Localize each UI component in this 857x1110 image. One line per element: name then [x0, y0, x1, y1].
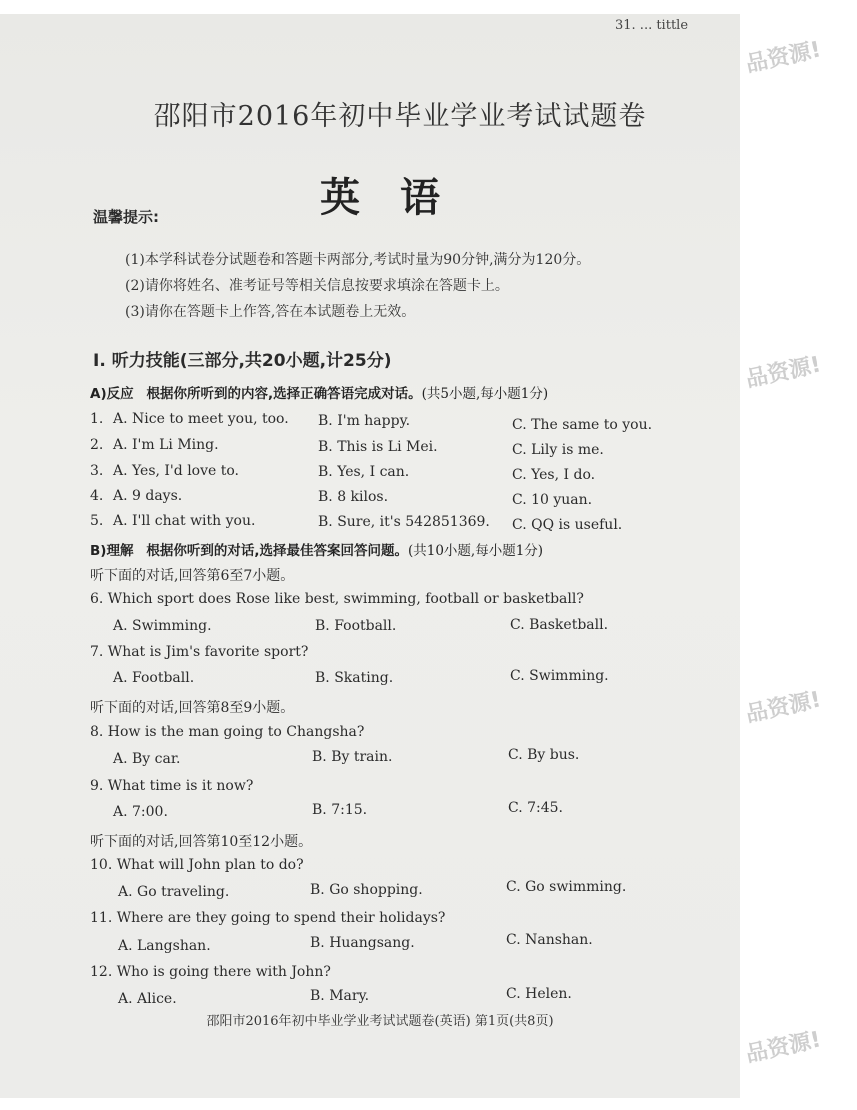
page-footer: 邵阳市2016年初中毕业学业考试试题卷(英语) 第1页(共8页)	[206, 1014, 554, 1029]
option-c: C. Lily is me.	[512, 442, 604, 458]
option-a: A. Go traveling.	[118, 884, 230, 900]
option-a: A. 9 days.	[113, 488, 183, 504]
option-a: A. Football.	[113, 670, 195, 686]
exam-title: 邵阳市2016年初中毕业学业考试试题卷	[153, 101, 647, 132]
option-c: C. Nanshan.	[506, 932, 593, 948]
question-text: 6. Which sport does Rose like best, swimming, football or basketball?	[90, 591, 584, 607]
option-b: B. 8 kilos.	[318, 489, 389, 505]
question-text: 7. What is Jim's favorite sport?	[90, 644, 309, 660]
instruction-6-7: 听下面的对话,回答第6至7小题。	[90, 568, 295, 584]
section-heading: Ⅰ. 听力技能(三部分,共20小题,计25分)	[93, 351, 392, 371]
option-a: A. Swimming.	[113, 618, 212, 634]
option-c: C. QQ is useful.	[512, 517, 623, 533]
option-b: B. Football.	[315, 618, 397, 634]
question-number: 4.	[90, 488, 104, 504]
option-b: B. 7:15.	[312, 802, 368, 818]
option-c: C. Helen.	[506, 986, 572, 1002]
part-b-heading	[90, 539, 543, 559]
tip-item: (2)请你将姓名、准考证号等相关信息按要求填涂在答题卡上。	[125, 278, 509, 294]
option-a: A. Nice to meet you, too.	[113, 411, 289, 427]
option-a: A. Langshan.	[118, 938, 211, 954]
part-a-label: A)反应	[90, 386, 134, 402]
part-a-text: 根据你所听到的内容,选择正确答语完成对话。	[146, 386, 422, 402]
tip-item: (3)请你在答题卡上作答,答在本试题卷上无效。	[125, 304, 416, 320]
tips-heading: 温馨提示:	[93, 208, 159, 226]
option-c: C. 7:45.	[508, 800, 564, 816]
question-text: 8. How is the man going to Changsha?	[90, 724, 365, 740]
corner-note: 31. ... tittle	[615, 18, 689, 33]
option-c: C. Basketball.	[510, 617, 609, 633]
part-a-note: (共5小题,每小题1分)	[421, 386, 549, 402]
option-b: B. This is Li Mei.	[318, 439, 438, 455]
option-b: B. Skating.	[315, 670, 394, 686]
option-a: A. I'm Li Ming.	[113, 437, 219, 453]
tip-item: (1)本学科试卷分试题卷和答题卡两部分,考试时量为90分钟,满分为120分。	[125, 252, 591, 268]
watermark: 品资源!	[743, 1027, 824, 1068]
option-a: A. 7:00.	[113, 804, 168, 820]
option-a: A. I'll chat with you.	[113, 513, 256, 529]
part-b-text: 根据你听到的对话,选择最佳答案回答问题。	[146, 543, 408, 559]
option-c: C. Go swimming.	[506, 879, 627, 895]
option-c: C. The same to you.	[512, 417, 653, 433]
option-c: C. Yes, I do.	[512, 467, 596, 483]
question-number: 5.	[90, 513, 104, 529]
part-b-label: B)理解	[90, 543, 134, 559]
option-b: B. I'm happy.	[318, 413, 411, 429]
instruction-10-12: 听下面的对话,回答第10至12小题。	[90, 834, 313, 850]
option-a: A. By car.	[113, 751, 181, 767]
watermark: 品资源!	[743, 37, 824, 78]
option-c: C. By bus.	[508, 747, 580, 763]
option-a: A. Alice.	[118, 991, 177, 1007]
question-text: 9. What time is it now?	[90, 778, 254, 794]
question-number: 2.	[90, 437, 104, 453]
question-text: 10. What will John plan to do?	[90, 857, 304, 873]
question-text: 12. Who is going there with John?	[90, 964, 331, 980]
part-b-note: (共10小题,每小题1分)	[407, 543, 544, 559]
watermark: 品资源!	[743, 687, 824, 728]
option-b: B. Yes, I can.	[318, 464, 410, 480]
option-b: B. By train.	[312, 749, 393, 765]
question-number: 3.	[90, 463, 104, 479]
question-text: 11. Where are they going to spend their holidays?	[90, 910, 446, 926]
option-b: B. Go shopping.	[310, 882, 423, 898]
instruction-8-9: 听下面的对话,回答第8至9小题。	[90, 700, 295, 716]
watermark: 品资源!	[743, 352, 824, 393]
part-a-heading	[90, 382, 548, 402]
option-c: C. Swimming.	[510, 668, 609, 684]
exam-page	[0, 14, 740, 1098]
question-number: 1.	[90, 411, 104, 427]
option-c: C. 10 yuan.	[512, 492, 593, 508]
option-b: B. Sure, it's 542851369.	[318, 514, 490, 530]
subject-title: 英语	[320, 175, 480, 221]
option-b: B. Mary.	[310, 988, 370, 1004]
option-b: B. Huangsang.	[310, 935, 415, 951]
option-a: A. Yes, I'd love to.	[113, 463, 240, 479]
